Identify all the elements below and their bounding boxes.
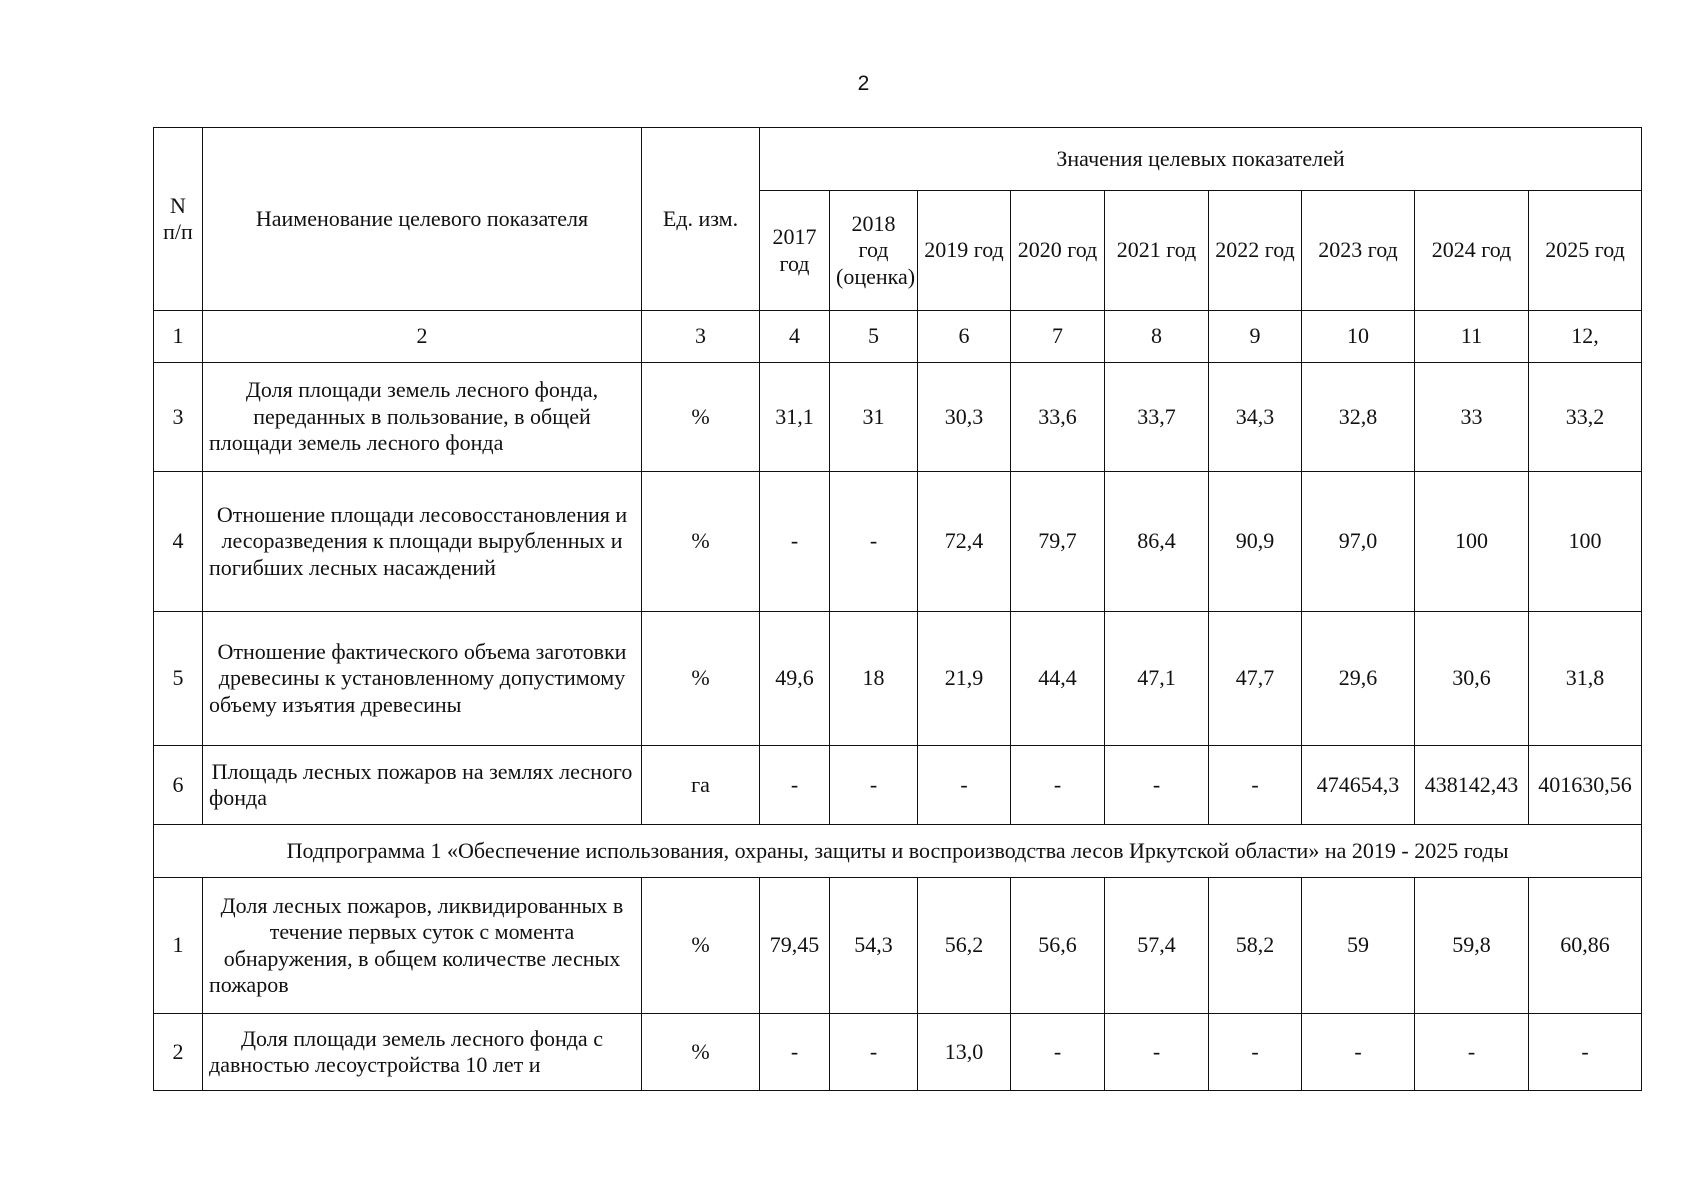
indicator-name: Доля лесных пожаров, ликвидированных в течение первых суток с момента обнаружения, в общем количестве лесных пожаров bbox=[203, 878, 642, 1014]
indicator-name: Доля площади земель лесного фонда, переданных в пользование, в общей площади земель лесного фонда bbox=[203, 363, 642, 472]
value-cell: 44,4 bbox=[1011, 612, 1105, 746]
row-num: 5 bbox=[154, 612, 203, 746]
value-cell: 18 bbox=[830, 612, 918, 746]
value-cell: - bbox=[760, 1014, 830, 1091]
value-cell: 401630,56 bbox=[1529, 746, 1642, 825]
value-cell: 86,4 bbox=[1105, 472, 1209, 612]
header-year: 2024 год bbox=[1415, 191, 1529, 311]
page-number: 2 bbox=[857, 72, 870, 95]
row-num: 4 bbox=[154, 472, 203, 612]
value-cell: 30,6 bbox=[1415, 612, 1529, 746]
header-year: 2019 год bbox=[918, 191, 1011, 311]
value-cell: - bbox=[1529, 1014, 1642, 1091]
value-cell: 56,2 bbox=[918, 878, 1011, 1014]
column-number: 10 bbox=[1302, 311, 1415, 363]
value-cell: 13,0 bbox=[918, 1014, 1011, 1091]
table-row bbox=[154, 363, 1642, 472]
table-row bbox=[154, 746, 1642, 825]
value-cell: 54,3 bbox=[830, 878, 918, 1014]
value-cell: 31,8 bbox=[1529, 612, 1642, 746]
value-cell: 56,6 bbox=[1011, 878, 1105, 1014]
row-num: 3 bbox=[154, 363, 203, 472]
header-year: 2021 год bbox=[1105, 191, 1209, 311]
row-unit: % bbox=[642, 612, 760, 746]
table-row bbox=[154, 878, 1642, 1014]
value-cell: 33 bbox=[1415, 363, 1529, 472]
column-number: 5 bbox=[830, 311, 918, 363]
value-cell: - bbox=[1011, 746, 1105, 825]
header-row-1 bbox=[154, 128, 1642, 191]
target-indicators-table bbox=[153, 127, 1642, 1091]
value-cell: 100 bbox=[1415, 472, 1529, 612]
column-number: 8 bbox=[1105, 311, 1209, 363]
value-cell: 49,6 bbox=[760, 612, 830, 746]
row-unit: га bbox=[642, 746, 760, 825]
value-cell: 474654,3 bbox=[1302, 746, 1415, 825]
value-cell: 100 bbox=[1529, 472, 1642, 612]
column-number: 3 bbox=[642, 311, 760, 363]
value-cell: 29,6 bbox=[1302, 612, 1415, 746]
value-cell: 57,4 bbox=[1105, 878, 1209, 1014]
value-cell: 33,7 bbox=[1105, 363, 1209, 472]
header-year: 2023 год bbox=[1302, 191, 1415, 311]
indicator-name: Отношение фактического объема заготовки древесины к установленному допустимому объему изъятия древесины bbox=[203, 612, 642, 746]
value-cell: 31 bbox=[830, 363, 918, 472]
indicator-name: Площадь лесных пожаров на землях лесного фонда bbox=[203, 746, 642, 825]
column-number: 11 bbox=[1415, 311, 1529, 363]
value-cell: 438142,43 bbox=[1415, 746, 1529, 825]
column-number: 7 bbox=[1011, 311, 1105, 363]
header-year: 2018 год (оценка) bbox=[830, 191, 918, 311]
row-unit: % bbox=[642, 1014, 760, 1091]
value-cell: 32,8 bbox=[1302, 363, 1415, 472]
value-cell: 33,6 bbox=[1011, 363, 1105, 472]
indicator-name: Доля площади земель лесного фонда с давностью лесоустройства 10 лет и bbox=[203, 1014, 642, 1091]
value-cell: 31,1 bbox=[760, 363, 830, 472]
header-name: Наименование целевого показателя bbox=[203, 128, 642, 311]
value-cell: 79,7 bbox=[1011, 472, 1105, 612]
header-group: Значения целевых показателей bbox=[760, 128, 1642, 191]
column-number: 4 bbox=[760, 311, 830, 363]
row-num: 1 bbox=[154, 878, 203, 1014]
value-cell: 47,7 bbox=[1209, 612, 1302, 746]
value-cell: 59 bbox=[1302, 878, 1415, 1014]
value-cell: - bbox=[1415, 1014, 1529, 1091]
column-number: 12, bbox=[1529, 311, 1642, 363]
value-cell: - bbox=[1302, 1014, 1415, 1091]
column-number: 9 bbox=[1209, 311, 1302, 363]
value-cell: 58,2 bbox=[1209, 878, 1302, 1014]
value-cell: - bbox=[1105, 1014, 1209, 1091]
value-cell: 79,45 bbox=[760, 878, 830, 1014]
value-cell: - bbox=[1209, 1014, 1302, 1091]
table-row bbox=[154, 1014, 1642, 1091]
header-year: 2017 год bbox=[760, 191, 830, 311]
value-cell: - bbox=[760, 472, 830, 612]
value-cell: - bbox=[830, 472, 918, 612]
row-unit: % bbox=[642, 878, 760, 1014]
header-unit: Ед. изм. bbox=[642, 128, 760, 311]
row-num: 2 bbox=[154, 1014, 203, 1091]
column-number: 6 bbox=[918, 311, 1011, 363]
value-cell: 30,3 bbox=[918, 363, 1011, 472]
value-cell: - bbox=[830, 1014, 918, 1091]
row-num: 6 bbox=[154, 746, 203, 825]
value-cell: - bbox=[760, 746, 830, 825]
value-cell: - bbox=[1105, 746, 1209, 825]
column-number: 1 bbox=[154, 311, 203, 363]
value-cell: 72,4 bbox=[918, 472, 1011, 612]
value-cell: 59,8 bbox=[1415, 878, 1529, 1014]
header-year: 2025 год bbox=[1529, 191, 1642, 311]
subprogram-row bbox=[154, 825, 1642, 878]
value-cell: - bbox=[830, 746, 918, 825]
value-cell: 33,2 bbox=[1529, 363, 1642, 472]
value-cell: - bbox=[918, 746, 1011, 825]
column-number-row bbox=[154, 311, 1642, 363]
value-cell: 90,9 bbox=[1209, 472, 1302, 612]
header-year: 2020 год bbox=[1011, 191, 1105, 311]
value-cell: 21,9 bbox=[918, 612, 1011, 746]
header-num: N п/п bbox=[154, 128, 203, 311]
value-cell: - bbox=[1011, 1014, 1105, 1091]
value-cell: - bbox=[1209, 746, 1302, 825]
subprogram-title: Подпрограмма 1 «Обеспечение использования, охраны, защиты и воспроизводства лесов Иркутской области» на 2019 - 2025 годы bbox=[154, 825, 1642, 878]
value-cell: 47,1 bbox=[1105, 612, 1209, 746]
header-year: 2022 год bbox=[1209, 191, 1302, 311]
value-cell: 60,86 bbox=[1529, 878, 1642, 1014]
indicator-name: Отношение площади лесовосстановления и лесоразведения к площади вырубленных и погибших лесных насаждений bbox=[203, 472, 642, 612]
table-row bbox=[154, 612, 1642, 746]
column-number: 2 bbox=[203, 311, 642, 363]
row-unit: % bbox=[642, 472, 760, 612]
row-unit: % bbox=[642, 363, 760, 472]
table-row bbox=[154, 472, 1642, 612]
value-cell: 34,3 bbox=[1209, 363, 1302, 472]
value-cell: 97,0 bbox=[1302, 472, 1415, 612]
